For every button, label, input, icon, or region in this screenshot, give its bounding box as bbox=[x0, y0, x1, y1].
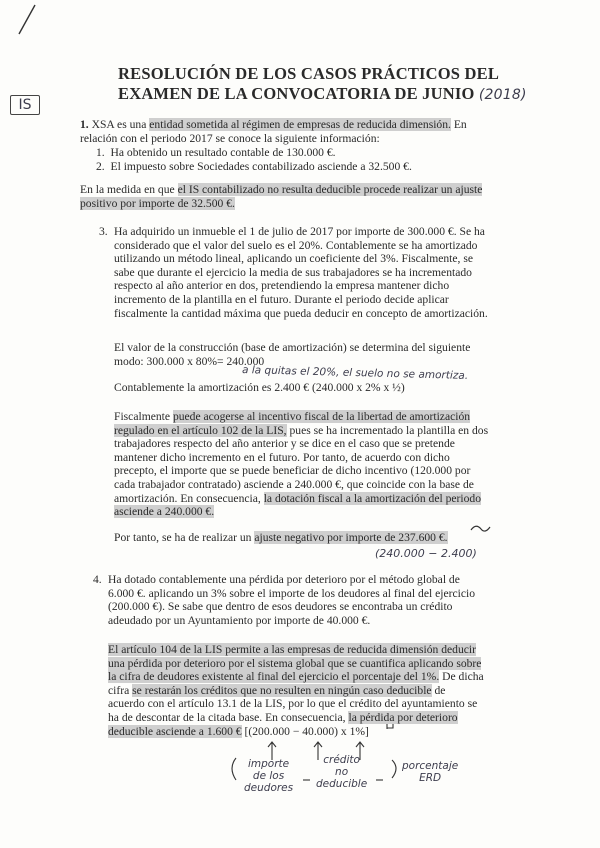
case-3-calc-1: El valor de la construcción (base de amortización) se determina del siguiente modo: 300.000 x 80%= 240.000 bbox=[114, 341, 471, 368]
case-4-statement: Ha dotado contablemente una pérdida por deterioro por el método global de 6.000 €. aplicando un 3% sobre el importe de los deudores al final del ejercicio (200.000 €). Se sabe que dentro de esos deudores se encontraba un crédito adeudado por un Ayuntamiento por importe de 40.000 €. bbox=[108, 573, 476, 627]
highlight-adjustment: ajuste negativo por importe de 237.600 €. bbox=[254, 531, 448, 544]
case-3-line: considerado que el valor del suelo es el 20%. Contablemente se ha amortizado bbox=[114, 238, 478, 252]
hand-note-calc: (240.000 − 2.400) bbox=[375, 547, 477, 560]
year-note: (2018) bbox=[478, 87, 527, 103]
highlight-fiscal-1: puede acogerse al incentivo fiscal de la libertad de amortización bbox=[172, 410, 471, 423]
case-3-line: utilizando un método lineal, aplicando un coeficiente del 3%. Fiscalmente, se bbox=[114, 252, 473, 266]
case-3-line: incremento de la plantilla en el futuro. Durante el periodo decide aplicar bbox=[114, 292, 449, 306]
highlight-answer-1: el IS contabilizado no resulta deducible procede realizar un ajuste bbox=[177, 183, 483, 196]
hand-paren-open bbox=[232, 758, 236, 780]
hand-note-suelo: a la quitas el 20%, el suelo no se amortiza. bbox=[241, 364, 469, 382]
case-3-fiscal: Fiscalmente puede acogerse al incentivo fiscal de la libertad de amortización regulado en el artículo 102 de la LIS, pues se ha incrementado la plantilla en dos trabajadores respecto del año anterior y se dice en el caso que se pretende mantener dicho incremento en el futuro. Por tanto, de acuerdo con dicho precepto, el importe que se puede beneficiar de dicho incentivo (120.000 por cada trabajador contratado) asciende a 240.000 €, que coincide con la base de amortización. En consecuencia, la dotación fiscal a la amortización del periodo asciende a 240.000 €. bbox=[114, 410, 489, 519]
highlight-fiscal-2: regulado en el artículo 102 de la LIS, bbox=[114, 423, 287, 437]
hand-credito-no-deducible: crédito no deducible bbox=[316, 754, 368, 790]
highlight-fiscal-3: la dotación fiscal a la amortización del periodo bbox=[263, 491, 481, 505]
case-1-answer: En la medida en que el IS contabilizado no resulta deducible procede realizar un ajuste positivo por importe de 32.500 €. bbox=[80, 183, 483, 210]
hand-porcentaje-erd: porcentaje ERD bbox=[402, 760, 459, 784]
highlight-fiscal-4: asciende a 240.000 €. bbox=[114, 505, 215, 519]
title-line-1: RESOLUCIÓN DE LOS CASOS PRÁCTICOS DEL bbox=[118, 64, 500, 83]
case-1-item-2: 2. El impuesto sobre Sociedades contabilizado asciende a 32.500 €. bbox=[96, 159, 412, 173]
case-3-statement bbox=[114, 225, 508, 320]
case-1-item-1: 1. Ha obtenido un resultado contable de 130.000 €. bbox=[96, 146, 336, 159]
highlight-case4-5: la pérdida por deterioro bbox=[348, 710, 458, 724]
case-3-line: sabe que durante el ejercicio la media de sus trabajadores se ha incrementado bbox=[114, 265, 472, 279]
case-1-paragraph bbox=[80, 118, 510, 145]
highlight-case4-2: una pérdida por deterioro por el sistema global que se cuantifica aplicando sobre bbox=[108, 656, 482, 670]
tilde-mark bbox=[471, 526, 490, 531]
case-3-line: Ha adquirido un inmueble el 1 de julio de 2017 por importe de 300.000 €. Se ha bbox=[114, 225, 485, 238]
title-line-2: EXAMEN DE LA CONVOCATORIA DE JUNIO (2018) bbox=[118, 84, 527, 103]
case-4-number: 4. bbox=[93, 573, 102, 586]
highlight-case4-1: El artículo 104 de la LIS permite a las empresas de reducida dimensión deducir bbox=[108, 643, 476, 656]
pen-slash-mark bbox=[19, 5, 35, 34]
highlight-case4-6: deducible asciende a 1.600 € bbox=[108, 724, 242, 738]
highlight-answer-2: positivo por importe de 32.500 €. bbox=[80, 196, 235, 210]
case-1-line-1: 1. XSA es una entidad sometida al régimen de empresas de reducida dimensión. En bbox=[80, 118, 467, 131]
highlight-erd: entidad sometida al régimen de empresas de reducida dimensión. bbox=[149, 118, 451, 131]
case-3-number: 3. bbox=[99, 225, 108, 238]
case-4-answer: El artículo 104 de la LIS permite a las empresas de reducida dimensión deducir una pérdida por deterioro por el sistema global que se cuantifica aplicando sobre la cifra de deudores existente al final del ejercicio el porcentaje del 1%. De dicha cifra se restarán los créditos que no resulten en ningún caso deducible de acuerdo con el artículo 13.1 de la LIS, por lo que el crédito del ayuntamiento se ha de descontar de la citada base. En consecuencia, la pérdida por deterioro deducible asciende a 1.600 € [(200.000 − 40.000) x 1%] bbox=[108, 643, 484, 738]
case-3-line: fiscalmente la cantidad máxima que pueda deducir en concepto de amortización. bbox=[114, 306, 488, 320]
hand-paren-close bbox=[392, 760, 396, 778]
margin-note-is: IS bbox=[10, 95, 40, 115]
case-3-adjustment: Por tanto, se ha de realizar un ajuste negativo por importe de 237.600 €. bbox=[114, 531, 448, 544]
case-1-list bbox=[96, 146, 496, 173]
highlight-case4-3: la cifra de deudores existente al final del ejercicio el porcentaje del 1%. bbox=[108, 670, 440, 684]
case-1-line-2: relación con el periodo 2017 se conoce la siguiente información: bbox=[80, 131, 380, 145]
highlight-case4-4: se restarán los créditos que no resulten en ningún caso deducible bbox=[132, 683, 432, 697]
hand-importe-deudores: importe de los deudores bbox=[244, 758, 294, 794]
case-3-line: respecto al año anterior en dos, pretendiendo la empresa mantener dicho bbox=[114, 279, 450, 293]
page-title bbox=[118, 64, 538, 105]
case-3-calc-2: Contablemente la amortización es 2.400 € (240.000 x 2% x ½) bbox=[114, 381, 405, 394]
